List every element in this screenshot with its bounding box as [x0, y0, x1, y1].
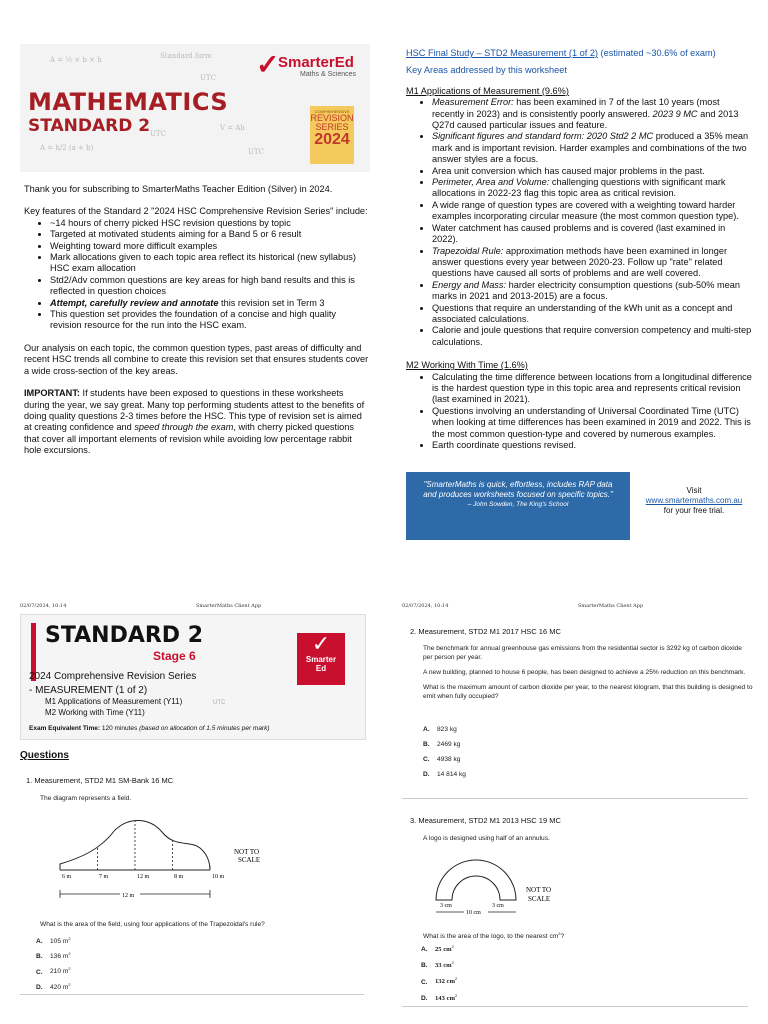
- annulus-diagram: [430, 850, 570, 920]
- list-item: • Area unit conversion which has caused major problems in the past.: [432, 166, 752, 177]
- not-to-scale: NOT TO: [526, 886, 552, 894]
- testimonial-author: – John Sowden, The King's School: [467, 501, 569, 508]
- print-app: SmarterMaths Client App: [196, 603, 262, 609]
- divider: [20, 994, 364, 995]
- question-1-question: What is the area of the field, using four applications of the Trapezoidal's rule?: [40, 921, 265, 928]
- exam-time: Exam Equivalent Time: 120 minutes (based on allocation of 1.5 minutes per mark): [29, 725, 270, 732]
- list-item: • Significant figures and standard form: 2020 Std2 2 MC produced a 35% mean mark and is important revision. Harder examples and combinations of the two answer styles are a focus.: [432, 131, 752, 165]
- smartered-logo: ✓ SmarterEd Maths & Sciences: [256, 49, 357, 80]
- list-item: • A wide range of question types are covered with a weighting toward harder examples incorporating circular measure (the most common question type).: [432, 200, 752, 223]
- question-1-heading: 1. Measurement, STD2 M1 SM-Bank 16 MC: [26, 776, 174, 785]
- option-a[interactable]: A. 105 $m^2$: [36, 936, 71, 946]
- dimension-label: 3 cm: [440, 903, 452, 909]
- bg-utc: UTC: [150, 130, 166, 138]
- list-item: • Trapezoidal Rule: approximation methods have been examined in longer answer questions every year between 2020-23. Follow up "rate" related questions have caused all sorts of problems and are well covered.: [432, 246, 752, 280]
- option-c[interactable]: C. 132 $cm^2$: [421, 976, 458, 986]
- list-item: • Targeted at motivated students aiming for a Band 5 or 6 result: [50, 229, 370, 240]
- option-d[interactable]: D. 143 $cm^2$: [421, 992, 458, 1002]
- m1-heading: M1 Applications of Measurement (9.6%): [406, 85, 569, 96]
- offset-label: 7 m: [99, 874, 109, 880]
- smarter-ed-logo: ✓ Smarter Ed: [297, 633, 345, 685]
- question-3-question: What is the area of the logo, to the nearest $cm^2$?: [423, 931, 565, 941]
- offset-lines: [60, 820, 210, 870]
- list-item: • Measurement Error: has been examined in 7 of the last 10 years (most recently in 2023) and is consistently poorly answered. 2023 9 MC and 2013 Q27d caused particular issues and feature.: [432, 97, 752, 131]
- list-item: • Earth coordinate questions revised.: [432, 440, 752, 451]
- m1-list: [406, 97, 752, 348]
- bg-utc: UTC: [213, 700, 226, 706]
- m2-heading: M2 Working With Time (1.6%): [406, 360, 528, 371]
- list-item: • Calculating the time difference between locations from a longitudinal difference is the hardest question type in this topic area and represents critical revision (last examined in 2021).: [432, 372, 752, 406]
- question-3-heading: 3. Measurement, STD2 M1 2013 HSC 19 MC: [410, 816, 561, 825]
- features-list: [24, 218, 370, 332]
- card-measurement: - MEASUREMENT (1 of 2): [29, 685, 148, 696]
- list-item: • This question set provides the foundation of a concise and high quality revision resource for the run into the HSC exam.: [50, 309, 370, 332]
- important-paragraph: IMPORTANT: If students have been exposed to questions in these worksheets during the year, we say great. Many top performing students attest to the benefits of doing quality questions 2-3 times before the HSC. This type of revision set is aimed at creating confidence and speed through the exam, with cherry picked questions that cover all important elements of revision while avoiding low percentage rabbit hole excursions.: [24, 388, 365, 456]
- website-link[interactable]: www.smartermaths.com.au: [645, 496, 743, 505]
- list-item: • Mark allocations given to each topic area reflect its historical (new syllabus) HSC exam allocation: [50, 252, 370, 275]
- worksheet-header: HSC Final Study – STD2 Measurement (1 of 2) (estimated ~30.6% of exam): [406, 48, 716, 58]
- card-stage: Stage 6: [153, 649, 196, 663]
- worksheet-link[interactable]: HSC Final Study – STD2 Measurement (1 of 2): [406, 48, 598, 58]
- list-item: • Calorie and joule questions that require conversion competency and multi-step calculations.: [432, 325, 752, 348]
- offset-label: 12 m: [137, 874, 150, 880]
- question-3-body: A logo is designed using half of an annulus.: [423, 835, 550, 842]
- option-d[interactable]: D. 14 814 kg: [423, 771, 466, 778]
- list-item: • ~14 hours of cherry picked HSC revision questions by topic: [50, 218, 370, 229]
- analysis-paragraph: Our analysis on each topic, the common question types, past areas of difficulty and recent HSC trends all combine to create this revision set that ensures students cover a wide cross-section of the key areas.: [24, 342, 369, 376]
- worksheet-summary: [406, 48, 752, 451]
- m2-list: [406, 372, 752, 452]
- field-diagram: [50, 818, 280, 908]
- testimonial-quote: "SmarterMaths is quick, effortless, includes RAP data and produces worksheets focused on specific topics.": [423, 480, 613, 499]
- card-m1: M1 Applications of Measurement (Y11): [45, 697, 183, 706]
- bg-formula: A = ½ × b × h: [50, 56, 102, 64]
- option-c[interactable]: C. 4938 kg: [423, 756, 461, 763]
- cover-banner: [20, 44, 370, 172]
- question-1-body: The diagram represents a field.: [40, 795, 132, 802]
- questions-heading: Questions: [20, 750, 69, 761]
- standard2-card: [20, 614, 366, 740]
- card-series: 2024 Comprehensive Revision Series: [29, 671, 197, 682]
- bg-formula: V = Ah: [220, 124, 245, 132]
- list-item: • Energy and Mass: harder electricity consumption questions (sub-50% mean marks in 2021 and 2013-2015) are a focus.: [432, 280, 752, 303]
- list-item: • Attempt, carefully review and annotate this revision set in Term 3: [50, 298, 370, 309]
- intro-text: [24, 184, 370, 468]
- banner-subtitle: STANDARD 2: [28, 116, 151, 136]
- print-date: 02/07/2024, 10:14: [402, 603, 449, 609]
- checkmark-icon: ✓: [256, 49, 280, 80]
- bg-formula: Standard form: [160, 52, 212, 60]
- option-b[interactable]: B. 33 $cm^2$: [421, 960, 454, 970]
- option-a[interactable]: A. 25 $cm^2$: [421, 944, 454, 954]
- not-to-scale: NOT TO: [234, 848, 260, 856]
- not-to-scale: SCALE: [238, 856, 261, 864]
- option-a[interactable]: A. 823 kg: [423, 726, 457, 733]
- testimonial-box: [406, 472, 630, 540]
- thanks-line: Thank you for subscribing to SmarterMaths Teacher Edition (Silver) in 2024.: [24, 184, 333, 194]
- option-d[interactable]: D. 420 $m^2$: [36, 981, 71, 991]
- card-title: STANDARD 2: [45, 623, 204, 648]
- offset-label: 8 m: [174, 874, 184, 880]
- option-b[interactable]: B. 136 $m^2$: [36, 951, 71, 961]
- base-label: 12 m: [122, 893, 135, 899]
- list-item: • Questions that require an understanding of the kWh unit as a concept and associated calculations.: [432, 303, 752, 326]
- key-areas-heading: Key Areas addressed by this worksheet: [406, 65, 567, 76]
- banner-title: MATHEMATICS: [28, 88, 229, 116]
- question-1-options: [36, 936, 71, 991]
- list-item: • Questions involving an understanding of Universal Coordinated Time (UTC) when looking at time differences has been examined in 2019 and 2022. This is the most common question-type and covered by numerous examples.: [432, 406, 752, 440]
- bg-formula: A = h/2 (a + b): [40, 144, 94, 152]
- list-item: • Water catchment has caused problems and is covered (last examined in 2022).: [432, 223, 752, 246]
- features-heading: Key features of the Standard 2 "2024 HSC Comprehensive Revision Series" include:: [24, 206, 368, 217]
- print-app: SmarterMaths Client App: [578, 603, 644, 609]
- card-m2: M2 Working with Time (Y11): [45, 708, 145, 717]
- visit-block: Visit www.smartermaths.com.au for your free trial.: [632, 486, 756, 516]
- question-2-heading: 2. Measurement, STD2 M1 2017 HSC 16 MC: [410, 627, 561, 636]
- list-item: • Std2/Adv common questions are key areas for high band results and this is reflected in question choices: [50, 275, 370, 298]
- checkmark-icon: ✓: [311, 631, 331, 656]
- list-item: • Perimeter, Area and Volume: challenging questions with significant mark allocations in 2022-23 flag this topic area as critical revision.: [432, 177, 752, 200]
- base-label: 10 cm: [466, 910, 481, 916]
- list-item: • Weighting toward more difficult examples: [50, 241, 370, 252]
- divider: [402, 798, 748, 799]
- offset-label: 10 m: [212, 874, 225, 880]
- option-b[interactable]: B. 2469 kg: [423, 741, 461, 748]
- dimension-label: 3 cm: [492, 903, 504, 909]
- question-3-options: [421, 944, 457, 1002]
- divider: [402, 1006, 748, 1007]
- question-2-options: [423, 726, 466, 778]
- not-to-scale: SCALE: [528, 895, 551, 903]
- revision-series-badge: COMPREHENSIVE REVISION SERIES 2024: [310, 106, 354, 164]
- bg-utc: UTC: [200, 74, 216, 82]
- bg-utc: UTC: [248, 148, 264, 156]
- question-2-body: The benchmark for annual greenhouse gas emissions from the residential sector is 3292 kg of carbon dioxide per person per year. A new building, planned to house 6 people, has been designed to achieve a 25% reduction on this benchmark. What is the maximum amount of carbon dioxide per year, to the nearest kilogram, that this building is designed to emit when fully occupied?: [423, 645, 753, 700]
- option-c[interactable]: C. 210 $m^2$: [36, 966, 71, 976]
- half-annulus: [436, 860, 516, 900]
- print-date: 02/07/2024, 10:14: [20, 603, 67, 609]
- offset-label: 6 m: [62, 874, 72, 880]
